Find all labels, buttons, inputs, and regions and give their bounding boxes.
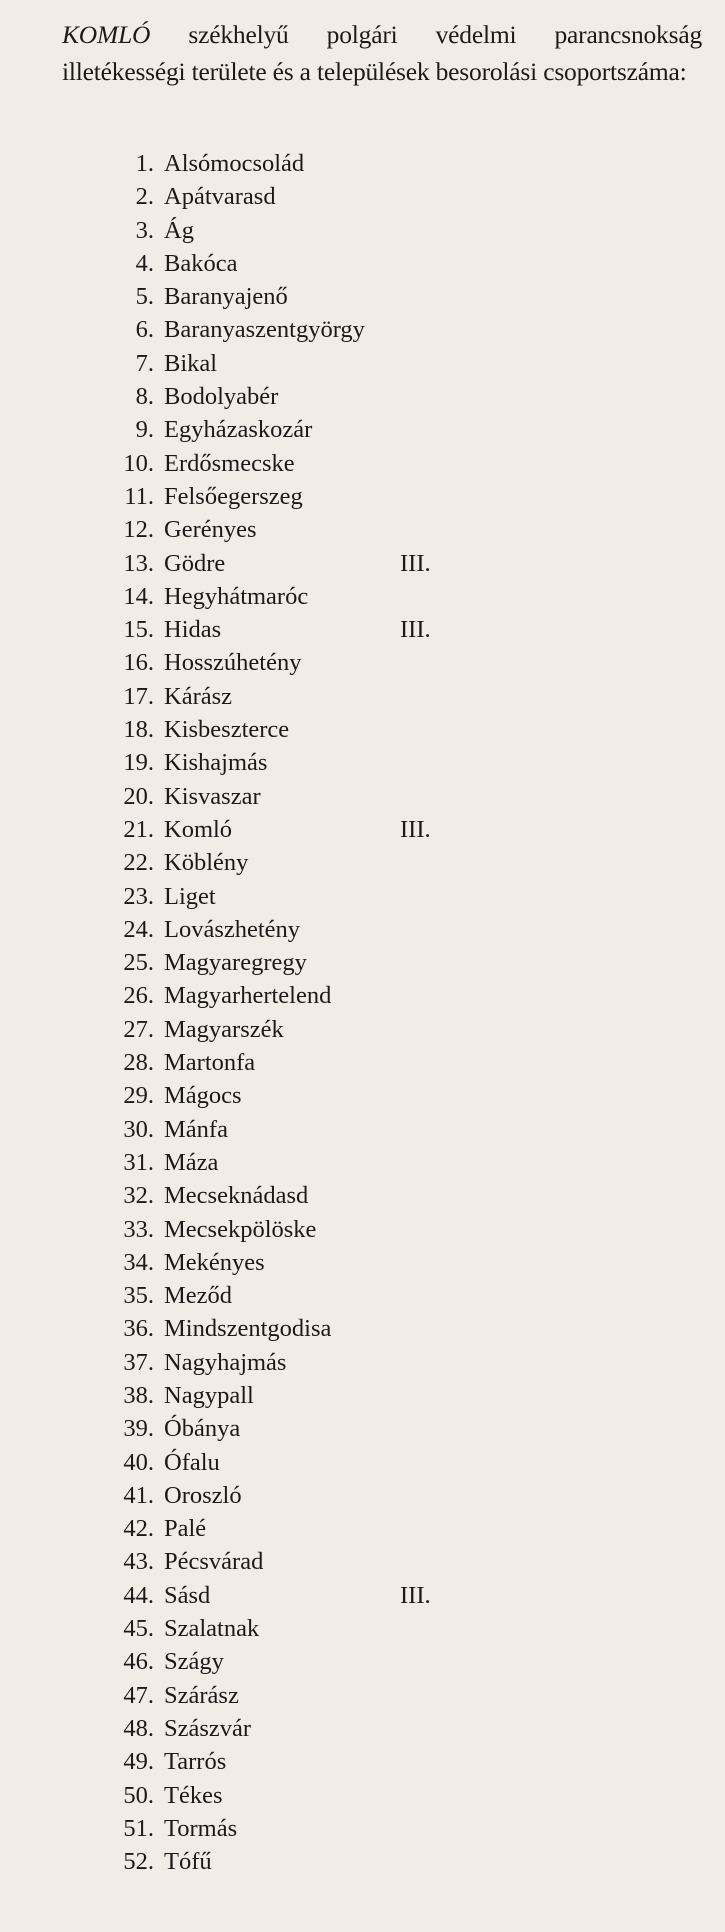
settlement-name: Szászvár [164, 1714, 252, 1742]
item-number: 15. [123, 616, 154, 644]
settlement-name: Tófű [164, 1848, 212, 1876]
item-number: 13. [123, 549, 154, 577]
list-item [62, 147, 582, 180]
group-class: III. [400, 549, 431, 577]
item-number: 31. [123, 1148, 154, 1176]
settlement-name: Magyarszék [164, 1015, 284, 1043]
settlement-name: Máza [164, 1148, 219, 1176]
settlement-name: Nagypall [164, 1381, 254, 1409]
item-number: 33. [123, 1215, 154, 1243]
settlement-name: Egyházaskozár [164, 416, 313, 444]
list-item [62, 1479, 582, 1512]
settlement-name: Tarrós [164, 1748, 227, 1776]
item-number: 3. [135, 216, 154, 244]
item-number: 16. [123, 649, 154, 677]
heading-text: székhelyű polgári védelmi parancsnokság illetékességi területe és a települések besorolási csoportszáma: [62, 20, 702, 86]
item-number: 1. [135, 150, 154, 177]
settlement-name: Bakóca [164, 249, 238, 277]
list-item [62, 214, 582, 247]
list-item [62, 1579, 582, 1612]
group-class: III. [400, 1581, 431, 1609]
list-item [62, 447, 582, 480]
settlement-name: Magyarhertelend [164, 982, 332, 1010]
settlement-name: Baranyaszentgyörgy [164, 316, 365, 344]
group-class: III. [400, 815, 431, 843]
page-heading [62, 16, 702, 90]
item-number: 39. [123, 1415, 154, 1443]
item-number: 29. [123, 1082, 154, 1110]
list-item [62, 1545, 582, 1578]
item-number: 18. [123, 716, 154, 744]
settlement-name: Komló [164, 815, 233, 843]
list-item [62, 846, 582, 879]
list-item [62, 1812, 582, 1845]
settlement-name: Lovászhetény [164, 915, 301, 943]
list-item [62, 1213, 582, 1246]
list-item [62, 946, 582, 979]
list-item [62, 547, 582, 580]
settlement-name: Kárász [164, 682, 233, 710]
list-item [62, 1179, 582, 1212]
settlement-name: Ófalu [164, 1448, 220, 1476]
settlement-name: Tékes [164, 1781, 223, 1809]
list-item [62, 713, 582, 746]
item-number: 44. [123, 1581, 154, 1609]
settlement-name: Magyaregregy [164, 949, 307, 977]
settlement-name: Nagyhajmás [164, 1348, 287, 1376]
settlement-name: Liget [164, 882, 216, 910]
item-number: 23. [123, 882, 154, 910]
settlement-name: Mágocs [164, 1082, 242, 1110]
item-number: 24. [123, 915, 154, 943]
item-number: 2. [135, 183, 154, 211]
item-number: 41. [123, 1481, 154, 1509]
item-number: 47. [123, 1681, 154, 1709]
list-item [62, 413, 582, 446]
list-item [62, 979, 582, 1012]
list-item [62, 1346, 582, 1379]
list-item [62, 313, 582, 346]
item-number: 42. [123, 1515, 154, 1543]
list-item [62, 1379, 582, 1412]
list-item [62, 880, 582, 913]
item-number: 40. [123, 1448, 154, 1476]
item-number: 45. [123, 1615, 154, 1643]
list-item [62, 1113, 582, 1146]
settlement-name: Mekényes [164, 1248, 265, 1276]
item-number: 25. [123, 949, 154, 977]
list-item [62, 1446, 582, 1479]
list-item [62, 1079, 582, 1112]
list-item [62, 1146, 582, 1179]
item-number: 22. [123, 849, 154, 877]
item-number: 6. [135, 316, 154, 344]
group-class: III. [400, 616, 431, 644]
item-number: 38. [123, 1381, 154, 1409]
list-item [62, 1246, 582, 1279]
list-item [62, 580, 582, 613]
item-number: 35. [123, 1282, 154, 1310]
list-item [62, 1312, 582, 1345]
list-item [62, 913, 582, 946]
item-number: 12. [123, 516, 154, 544]
list-item [62, 280, 582, 313]
list-item [62, 1779, 582, 1812]
settlement-name: Mecsekpölöske [164, 1215, 317, 1243]
item-number: 30. [123, 1115, 154, 1143]
settlement-name: Meződ [164, 1282, 233, 1310]
list-item [62, 646, 582, 679]
item-number: 36. [123, 1315, 154, 1343]
list-item [62, 680, 582, 713]
item-number: 19. [123, 749, 154, 777]
town-name: KOMLÓ [62, 20, 151, 49]
settlement-list [62, 147, 582, 1878]
list-item [62, 780, 582, 813]
settlement-name: Mindszentgodisa [164, 1315, 332, 1343]
item-number: 32. [123, 1182, 154, 1210]
item-number: 46. [123, 1648, 154, 1676]
list-item [62, 480, 582, 513]
settlement-name: Hegyhátmaróc [164, 582, 309, 610]
list-item [62, 813, 582, 846]
settlement-name: Szágy [164, 1648, 224, 1676]
settlement-name: Felsőegerszeg [164, 482, 303, 510]
settlement-name: Palé [164, 1515, 207, 1543]
item-number: 48. [123, 1714, 154, 1742]
item-number: 11. [124, 482, 154, 510]
item-number: 34. [123, 1248, 154, 1276]
list-item [62, 380, 582, 413]
settlement-name: Szalatnak [164, 1615, 260, 1643]
item-number: 27. [123, 1015, 154, 1043]
item-number: 8. [135, 383, 154, 411]
list-item [62, 347, 582, 380]
item-number: 7. [135, 349, 154, 377]
list-item [62, 1612, 582, 1645]
settlement-name: Alsómocsolád [164, 150, 305, 177]
list-item [62, 746, 582, 779]
settlement-name: Martonfa [164, 1049, 256, 1077]
settlement-name: Sásd [164, 1581, 211, 1609]
item-number: 51. [123, 1814, 154, 1842]
list-item [62, 1712, 582, 1745]
list-item [62, 1679, 582, 1712]
settlement-name: Gerényes [164, 516, 257, 544]
settlement-name: Bikal [164, 349, 218, 377]
item-number: 49. [123, 1748, 154, 1776]
settlement-name: Kisbeszterce [164, 716, 290, 744]
settlement-name: Óbánya [164, 1415, 241, 1443]
list-item [62, 1279, 582, 1312]
settlement-name: Pécsvárad [164, 1548, 264, 1576]
item-number: 28. [123, 1049, 154, 1077]
settlement-name: Baranyajenő [164, 283, 288, 311]
settlement-name: Bodolyabér [164, 383, 279, 411]
settlement-name: Szárász [164, 1681, 239, 1709]
item-number: 50. [123, 1781, 154, 1809]
list-item [62, 1013, 582, 1046]
item-number: 37. [123, 1348, 154, 1376]
settlement-name: Gödre [164, 549, 226, 577]
list-item [62, 247, 582, 280]
settlement-name: Tormás [164, 1814, 238, 1842]
list-item [62, 1745, 582, 1778]
item-number: 21. [123, 815, 154, 843]
item-number: 17. [123, 682, 154, 710]
settlement-name: Mecseknádasd [164, 1182, 309, 1210]
settlement-name: Kisvaszar [164, 782, 261, 810]
settlement-name: Apátvarasd [164, 183, 276, 211]
list-item [62, 1845, 582, 1878]
settlement-name: Hosszúhetény [164, 649, 302, 677]
settlement-name: Mánfa [164, 1115, 228, 1143]
item-number: 10. [123, 449, 154, 477]
item-number: 20. [123, 782, 154, 810]
list-item [62, 613, 582, 646]
list-item [62, 1512, 582, 1545]
item-number: 52. [123, 1848, 154, 1876]
item-number: 9. [135, 416, 154, 444]
list-item [62, 180, 582, 213]
item-number: 43. [123, 1548, 154, 1576]
settlement-name: Erdősmecske [164, 449, 295, 477]
list-item [62, 1046, 582, 1079]
settlement-name: Ág [164, 216, 194, 244]
item-number: 4. [135, 249, 154, 277]
settlement-name: Oroszló [164, 1481, 242, 1509]
item-number: 26. [123, 982, 154, 1010]
item-number: 14. [123, 582, 154, 610]
settlement-name: Kishajmás [164, 749, 268, 777]
list-item [62, 513, 582, 546]
item-number: 5. [135, 283, 154, 311]
settlement-name: Hidas [164, 616, 222, 644]
list-item [62, 1412, 582, 1445]
list-item [62, 1645, 582, 1678]
settlement-name: Köblény [164, 849, 249, 877]
